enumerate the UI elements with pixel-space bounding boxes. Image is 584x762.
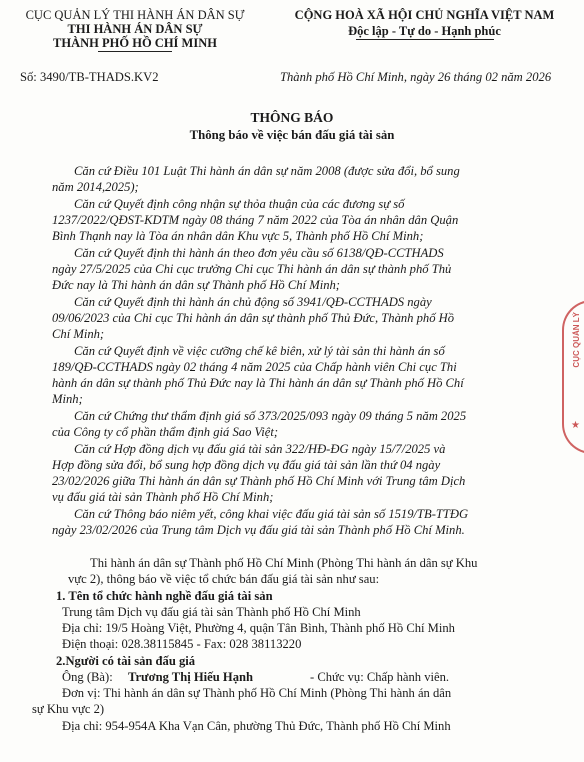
organization-phone: Điện thoại: 028.38115845 - Fax: 028 38113220 xyxy=(62,637,302,651)
basis-line-6: Căn cứ Quyết định thi hành án theo đơn yêu cầu số 6138/QĐ-CCTHADS xyxy=(74,246,444,260)
basis-line-10: 09/06/2023 của Chi cục Thi hành án dân sự thành phố Thủ Đức, Thành phố Hồ xyxy=(52,311,455,325)
organization-address: Địa chỉ: 19/5 Hoàng Việt, Phường 4, quận Tân Bình, Thành phố Hồ Chí Minh xyxy=(62,621,455,635)
motto-underline xyxy=(356,39,494,40)
unit-line-1: Đơn vị: Thi hành án dân sự Thành phố Hồ Chí Minh (Phòng Thi hành án dân xyxy=(62,686,452,700)
basis-line-1: Căn cứ Điều 101 Luật Thi hành án dân sự năm 2008 (được sửa đổi, bổ sung xyxy=(74,164,460,178)
intro-line-2: vực 2), thông báo về việc tổ chức bán đấu giá tài sản như sau: xyxy=(68,572,380,586)
officer-position: - Chức vụ: Chấp hành viên. xyxy=(310,670,450,684)
place-date: Thành phố Hồ Chí Minh, ngày 26 tháng 02 năm 2026 xyxy=(280,70,552,84)
basis-line-7: ngày 27/5/2025 của Chi cục trưởng Chi cục Thi hành án dân sự thành phố Thủ xyxy=(52,262,452,276)
agency-line-3: THÀNH PHỐ HỒ CHÍ MINH xyxy=(53,36,217,50)
basis-line-3: Căn cứ Quyết định công nhận sự thỏa thuận của các đương sự số xyxy=(74,197,405,211)
agency-line-2: THI HÀNH ÁN DÂN SỰ xyxy=(67,22,203,36)
basis-line-2: năm 2014,2025); xyxy=(52,180,139,194)
section-2-heading: 2.Người có tài sản đấu giá xyxy=(56,654,196,668)
basis-line-20: 23/02/2026 giữa Thi hành án dân sự Thành phố Hồ Chí Minh với Trung tâm Dịch xyxy=(52,474,466,488)
basis-line-22: Căn cứ Thông báo niêm yết, công khai việc đấu giá tài sản số 1519/TB-TTĐG xyxy=(74,507,469,521)
basis-line-11: Chí Minh; xyxy=(52,327,105,341)
agency-underline xyxy=(98,51,172,52)
officer-label: Ông (Bà): xyxy=(62,670,113,684)
basis-line-16: Căn cứ Chứng thư thẩm định giá số 373/2025/093 ngày 09 tháng 5 năm 2025 xyxy=(74,409,467,423)
unit-address: Địa chỉ: 954-954A Kha Vạn Cân, phường Thủ Đức, Thành phố Hồ Chí Minh xyxy=(62,719,451,733)
basis-line-13: 189/QĐ-CCTHADS ngày 02 tháng 4 năm 2025 của Chấp hành viên Chi cục Thi xyxy=(52,360,457,374)
section-1-heading: 1. Tên tổ chức hành nghề đấu giá tài sản xyxy=(56,589,273,603)
agency-line-1: CỤC QUẢN LÝ THI HÀNH ÁN DÂN SỰ xyxy=(25,8,245,22)
basis-line-23: ngày 23/02/2026 của Trung tâm Dịch vụ đấu giá tài sản Thành phố Hồ Chí Minh. xyxy=(52,523,465,537)
basis-line-8: Đức nay là Thi hành án dân sự Thành phố Hồ Chí Minh; xyxy=(52,278,341,292)
doc-subtitle: Thông báo về việc bán đấu giá tài sản xyxy=(189,128,395,142)
basis-line-14: hành án dân sự thành phố Thủ Đức nay là Thi hành án dân sự Thành phố Hồ Chí xyxy=(52,376,464,390)
seal-text: CỤC QUẢN LÝ xyxy=(572,312,581,368)
nation-title: CỘNG HOÀ XÃ HỘI CHỦ NGHĨA VIỆT NAM xyxy=(294,8,555,22)
motto: Độc lập - Tự do - Hạnh phúc xyxy=(348,24,501,38)
basis-line-19: Hợp đồng sửa đổi, bổ sung hợp đồng dịch vụ đấu giá tài sản lần thứ 04 ngày xyxy=(52,458,441,472)
intro-line-1: Thi hành án dân sự Thành phố Hồ Chí Minh (Phòng Thi hành án dân sự Khu xyxy=(90,556,478,570)
basis-line-17: của Công ty cổ phần thẩm định giá Sao Việt; xyxy=(52,425,279,439)
basis-line-12: Căn cứ Quyết định về việc cưỡng chế kê biên, xử lý tài sản thi hành án số xyxy=(74,344,445,358)
unit-line-2: sự Khu vực 2) xyxy=(32,702,105,716)
doc-title: THÔNG BÁO xyxy=(250,110,334,125)
officer-name: Trương Thị Hiếu Hạnh xyxy=(128,670,253,684)
basis-line-9: Căn cứ Quyết định thi hành án chủ động số 3941/QĐ-CCTHADS ngày xyxy=(74,295,432,309)
basis-line-15: Minh; xyxy=(52,392,83,406)
basis-line-21: vụ đấu giá tài sản Thành phố Hồ Chí Minh; xyxy=(52,490,274,504)
doc-number: Số: 3490/TB-THADS.KV2 xyxy=(20,70,159,84)
organization-name: Trung tâm Dịch vụ đấu giá tài sản Thành phố Hồ Chí Minh xyxy=(62,605,361,619)
basis-line-18: Căn cứ Hợp đồng dịch vụ đấu giá tài sản 322/HĐ-ĐG ngày 15/7/2025 và xyxy=(74,442,446,456)
seal-star-icon: ★ xyxy=(571,420,580,431)
basis-line-4: 1237/2022/QĐST-KDTM ngày 08 tháng 7 năm 2022 của Tòa án nhân dân Quận xyxy=(52,213,459,227)
basis-line-5: Bình Thạnh nay là Tòa án nhân dân Khu vực 5, Thành phố Hồ Chí Minh; xyxy=(52,229,424,243)
